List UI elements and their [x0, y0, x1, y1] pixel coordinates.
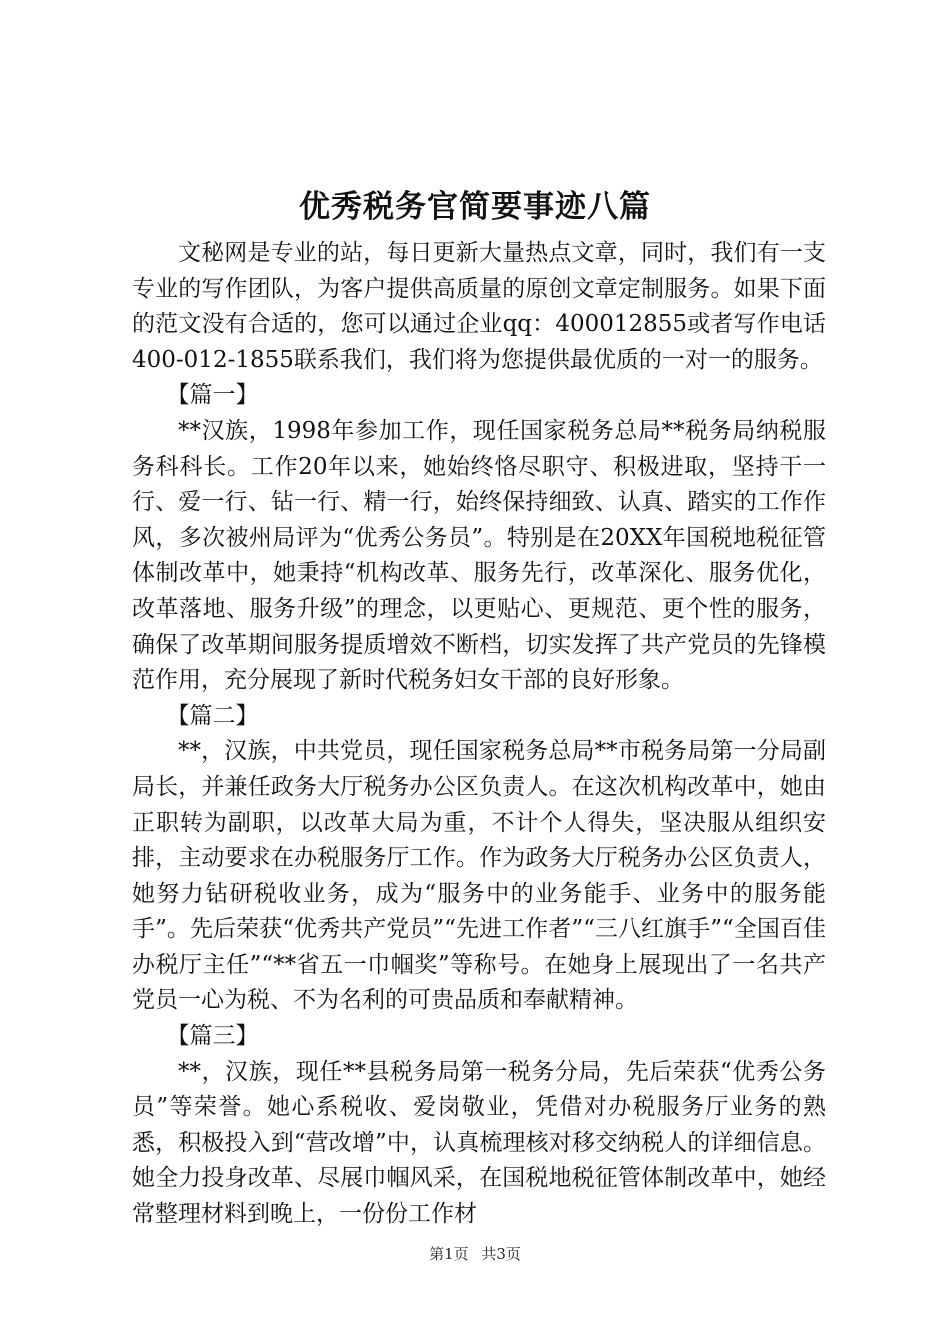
page-total: 共3页 [481, 1245, 521, 1263]
section-paragraph-2: **，汉族，中共党员，现任国家税务总局**市税务局第一分局副局长，并兼任政务大厅税务办公区负责人。在这次机构改革中，她由正职转为副职，以改革大局为重，不计个人得失，坚决服从组织安排，主动要求在办税服务厅工作。作为政务大厅税务办公区负责人，她努力钻研税收业务，成为“服务中的业务能手、业务中的服务能手”。先后荣获“优秀共产党员”“先进工作者”“三八红旗手”“全国百佳办税厅主任”“**省五一巾帼奖”等称号。在她身上展现出了一名共产党员一心为税、不为名利的可贵品质和奉献精神。 [132, 738, 826, 1014]
intro-paragraph: 文秘网是专业的站，每日更新大量热点文章，同时，我们有一支专业的写作团队，为客户提供高质量的原创文章定制服务。如果下面的范文没有合适的，您可以通过企业qq：400012855或者写作电话400-012-1855联系我们，我们将为您提供最优质的一对一的服务。 [132, 240, 826, 373]
page-number: 第1页 [429, 1245, 469, 1263]
section-heading-2: 【篇二】 [166, 702, 259, 729]
section-heading-3: 【篇三】 [166, 1023, 259, 1050]
document-title: 优秀税务官简要事迹八篇 [299, 189, 651, 225]
page-footer [0, 1244, 950, 1264]
section-paragraph-3: **，汉族，现任**县税务局第一税务分局，先后荣获“优秀公务员”等荣誉。她心系税收、爱岗敬业，凭借对办税服务厅业务的熟悉，积极投入到“营改增”中，认真梳理核对移交纳税人的详细信息。她全力投身改革、尽展巾帼风采，在国税地税征管体制改革中，她经常整理材料到晚上，一份份工作材 [132, 1058, 826, 1228]
section-paragraph-1: **汉族，1998年参加工作，现任国家税务总局**税务局纳税服务科科长。工作20年以来，她始终恪尽职守、积极进取，坚持干一行、爱一行、钻一行、精一行，始终保持细致、认真、踏实的工作作风，多次被州局评为“优秀公务员”。特别是在20XX年国税地税征管体制改革中，她秉持“机构改革、服务先行，改革深化、服务优化，改革落地、服务升级”的理念，以更贴心、更规范、更个性的服务，确保了改革期间服务提质增效不断档，切实发挥了共产党员的先锋模范作用，充分展现了新时代税务妇女干部的良好形象。 [132, 417, 826, 694]
section-heading-1: 【篇一】 [166, 382, 259, 409]
document-body [132, 236, 826, 1233]
